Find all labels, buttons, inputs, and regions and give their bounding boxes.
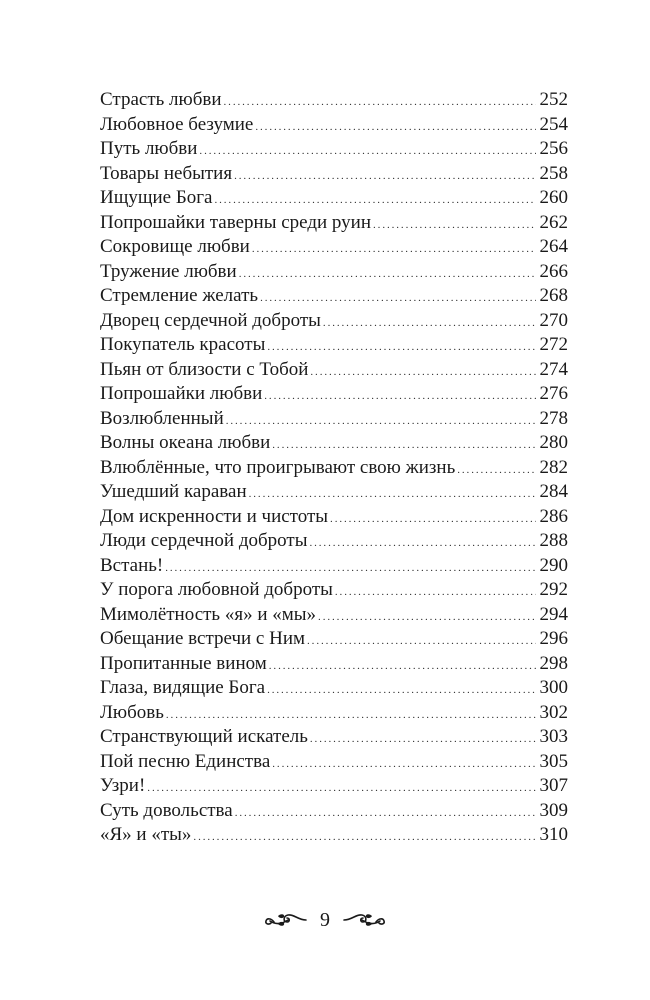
toc-entry-title: Люди сердечной доброты [100,530,308,551]
toc-entry [100,358,568,383]
toc-entry [100,529,568,554]
dot-leader [267,678,535,703]
toc-entry-page: 262 [539,211,568,233]
toc-entry-title: Покупатель красоты [100,334,266,355]
toc-entry-page: 270 [539,309,568,331]
toc-entry-title: «Я» и «ты» [100,824,192,845]
toc-entry-page: 303 [539,726,568,747]
dot-leader [193,825,535,850]
dot-leader [457,458,535,483]
toc-entry [100,211,568,236]
dot-leader [226,409,536,434]
toc-entry-title: У порога любовной доброты [100,579,333,600]
toc-entry-title: Сокровище любви [100,236,250,257]
toc-entry-page: 264 [539,236,568,257]
left-flourish-icon [264,910,308,930]
toc-entry-title: Влюблённые, что проигрывают свою жизнь [100,456,456,478]
toc-entry-page: 305 [539,750,568,772]
table-of-contents [100,88,568,848]
toc-entry [100,88,568,113]
toc-entry [100,235,568,260]
toc-entry [100,750,568,775]
toc-entry-title: Страсть любви [100,89,222,110]
toc-entry-page: 302 [539,701,568,723]
toc-entry [100,480,568,505]
toc-entry [100,186,568,211]
toc-entry-title: Тружение любви [100,260,237,282]
page-number: 9 [320,909,330,931]
toc-entry [100,799,568,824]
toc-entry-title: Обещание встречи с Ним [100,628,306,649]
toc-entry-title: Странствующий искатель [100,726,308,747]
dot-leader [214,188,535,213]
toc-entry-page: 268 [539,285,568,306]
dot-leader [318,605,535,630]
toc-entry [100,578,568,603]
toc-entry [100,137,568,162]
toc-entry-page: 286 [539,505,568,527]
dot-leader [252,237,536,262]
toc-entry-page: 276 [539,383,568,404]
dot-leader [166,703,536,728]
toc-entry [100,333,568,358]
dot-leader [373,213,535,238]
toc-entry [100,162,568,187]
dot-leader [239,262,536,287]
toc-entry-title: Дом искренности и чистоты [100,505,329,527]
dot-leader [147,776,535,801]
toc-entry [100,725,568,750]
dot-leader [272,752,535,777]
toc-entry-title: Волны океана любви [100,432,271,453]
toc-entry-title: Стремление желать [100,285,259,306]
dot-leader [267,335,535,360]
dot-leader [224,90,536,115]
toc-entry-title: Встань! [100,554,164,576]
toc-entry [100,603,568,628]
dot-leader [307,629,535,654]
toc-entry-page: 258 [539,162,568,184]
toc-entry-page: 300 [539,677,568,698]
toc-entry-title: Суть довольства [100,799,233,821]
toc-entry-page: 292 [539,579,568,600]
dot-leader [269,654,536,679]
toc-entry-title: Любовное безумие [100,113,254,135]
toc-entry-page: 280 [539,432,568,453]
right-flourish-icon [342,910,386,930]
dot-leader [255,115,535,140]
toc-entry [100,823,568,848]
toc-entry-title: Любовь [100,701,164,723]
toc-entry-title: Возлюбленный [100,407,224,429]
dot-leader [235,801,536,826]
toc-entry-page: 307 [539,775,568,796]
dot-leader [309,531,535,556]
toc-entry-title: Узри! [100,775,146,796]
dot-leader [330,507,535,532]
toc-entry-page: 310 [539,824,568,845]
toc-entry-title: Мимолётность «я» и «мы» [100,603,317,625]
toc-entry [100,407,568,432]
dot-leader [249,482,536,507]
toc-entry-page: 290 [539,554,568,576]
toc-entry-page: 296 [539,628,568,649]
toc-entry [100,456,568,481]
toc-entry-page: 260 [539,187,568,208]
toc-entry [100,652,568,677]
toc-entry-title: Попрошайки таверны среди руин [100,211,372,233]
dot-leader [234,164,535,189]
toc-entry [100,505,568,530]
dot-leader [323,311,536,336]
toc-entry-title: Пропитанные вином [100,652,267,674]
toc-entry-title: Пой песню Единства [100,750,271,772]
dot-leader [260,286,535,311]
dot-leader [165,556,535,581]
toc-entry-page: 278 [539,407,568,429]
toc-entry-page: 266 [539,260,568,282]
toc-entry-title: Товары небытия [100,162,233,184]
toc-entry [100,309,568,334]
dot-leader [264,384,535,409]
toc-entry [100,113,568,138]
toc-entry [100,701,568,726]
dot-leader [310,727,536,752]
toc-entry-title: Ушедший караван [100,481,247,502]
toc-entry [100,260,568,285]
toc-entry-page: 272 [539,334,568,355]
toc-entry-page: 284 [539,481,568,502]
dot-leader [199,139,535,164]
dot-leader [335,580,536,605]
toc-entry-page: 282 [539,456,568,478]
toc-entry-page: 254 [539,113,568,135]
toc-entry [100,382,568,407]
toc-entry [100,284,568,309]
toc-entry [100,627,568,652]
toc-entry [100,554,568,579]
toc-entry-title: Путь любви [100,138,198,159]
toc-entry-title: Ищущие Бога [100,187,213,208]
toc-entry-page: 298 [539,652,568,674]
toc-entry-page: 309 [539,799,568,821]
toc-entry [100,431,568,456]
dot-leader [272,433,535,458]
toc-entry-page: 252 [539,89,568,110]
toc-entry-page: 294 [539,603,568,625]
toc-entry-page: 288 [539,530,568,551]
toc-entry-page: 274 [539,358,568,380]
page-footer [0,905,650,935]
toc-entry-title: Глаза, видящие Бога [100,677,266,698]
toc-entry-title: Пьян от близости с Тобой [100,358,309,380]
toc-entry [100,774,568,799]
toc-entry-title: Дворец сердечной доброты [100,309,321,331]
toc-entry-title: Попрошайки любви [100,383,263,404]
toc-entry [100,676,568,701]
dot-leader [310,360,535,385]
toc-entry-page: 256 [539,138,568,159]
